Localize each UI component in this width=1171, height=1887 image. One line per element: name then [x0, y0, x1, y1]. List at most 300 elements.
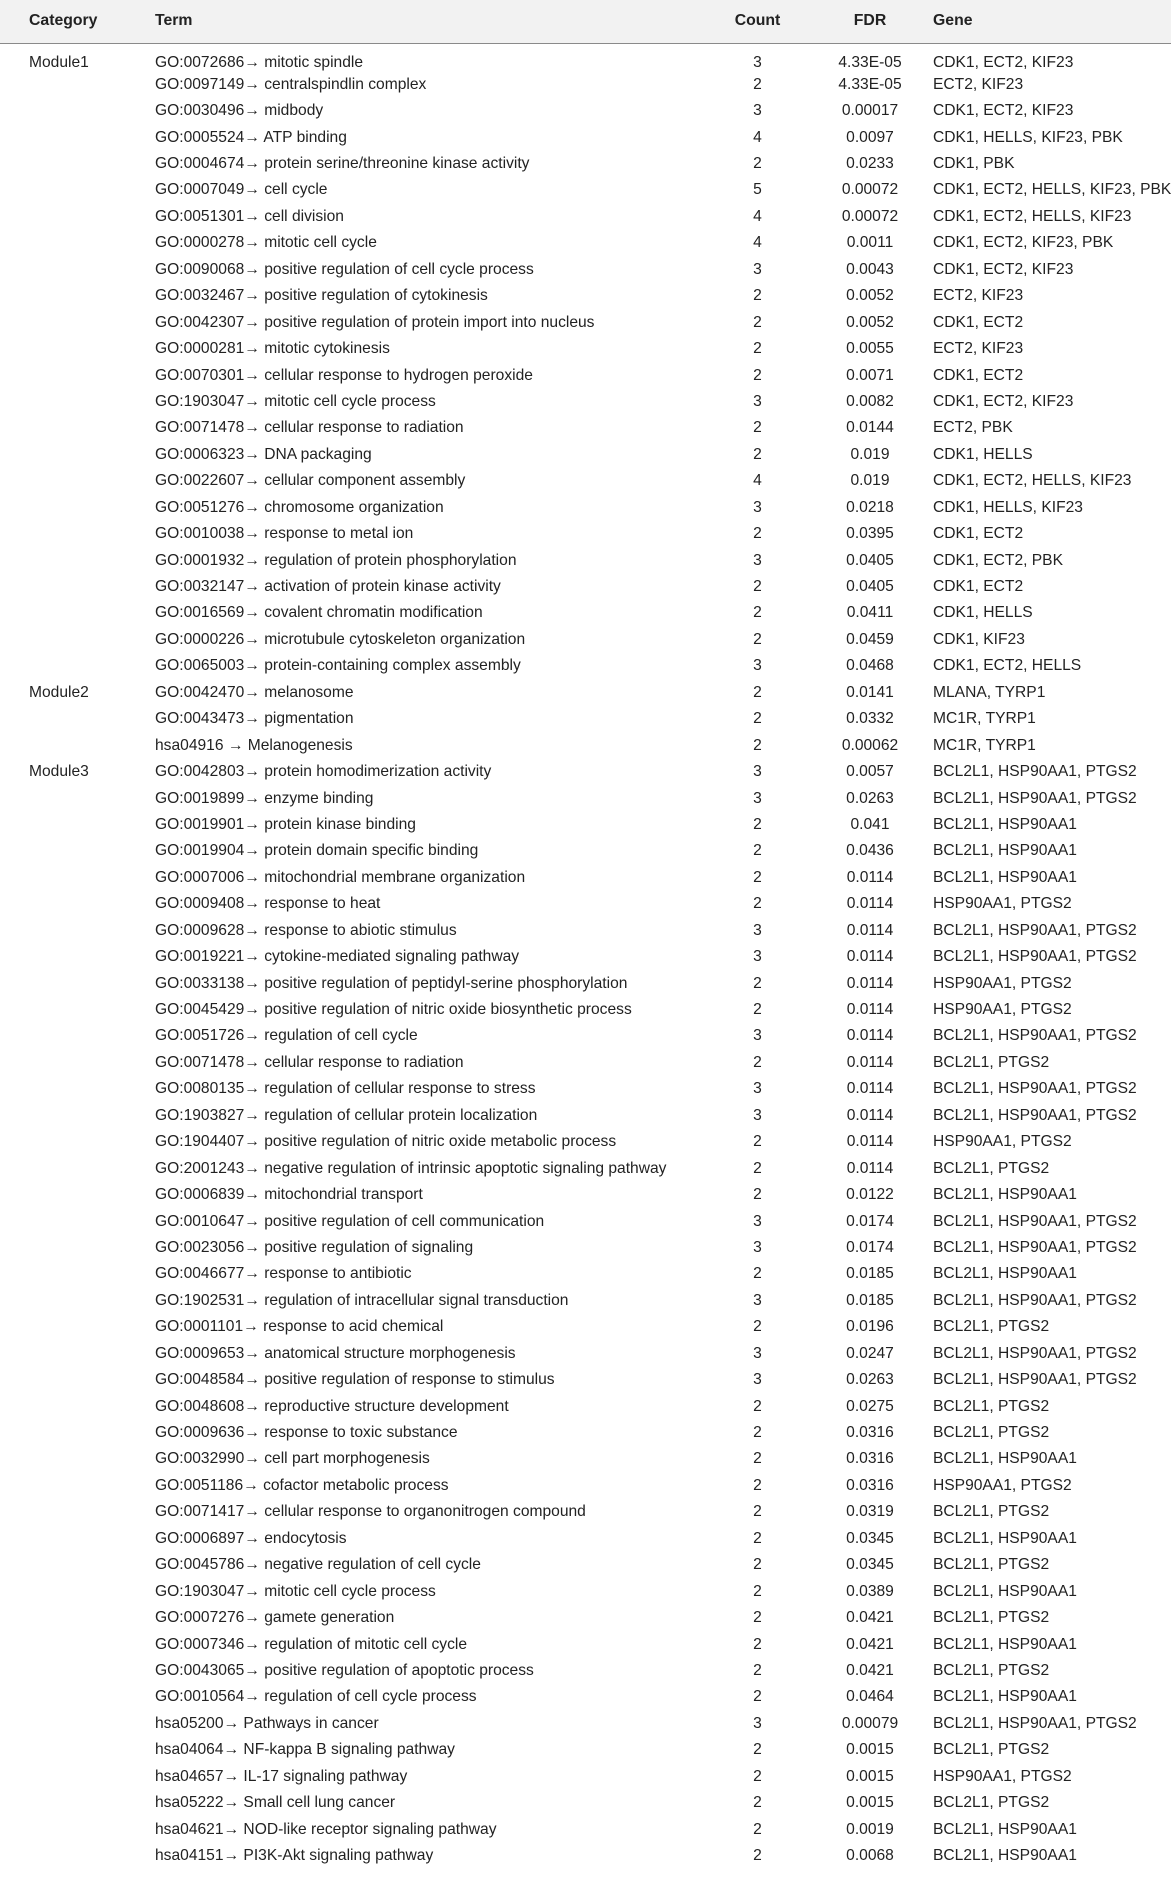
cell-category	[0, 230, 153, 256]
cell-gene: BCL2L1, HSP90AA1	[933, 1688, 1077, 1706]
table-row	[0, 336, 1171, 362]
header-category: Category	[0, 0, 153, 43]
table-row	[0, 970, 1171, 996]
cell-count: 2	[753, 1582, 762, 1600]
table-row	[0, 1288, 1171, 1314]
cell-gene: BCL2L1, HSP90AA1	[933, 842, 1077, 860]
table-row	[0, 1764, 1171, 1790]
cell-gene: BCL2L1, HSP90AA1	[933, 868, 1077, 886]
cell-count: 2	[753, 1133, 762, 1151]
cell-term: GO:0006839→ mitochondrial transport	[155, 1186, 423, 1204]
cell-count: 3	[753, 1080, 762, 1098]
cell-term: GO:0000278→ mitotic cell cycle	[155, 234, 377, 252]
cell-count: 2	[753, 895, 762, 913]
cell-count: 2	[753, 868, 762, 886]
cell-gene: BCL2L1, HSP90AA1, PTGS2	[933, 1106, 1137, 1124]
cell-fdr: 0.0174	[846, 1238, 894, 1256]
cell-category	[0, 1526, 153, 1552]
cell-fdr: 0.0275	[846, 1397, 894, 1415]
cell-count: 3	[753, 551, 762, 569]
cell-count: 2	[753, 578, 762, 596]
cell-term: GO:0071478→ cellular response to radiation	[155, 419, 464, 437]
cell-gene: ECT2, KIF23	[933, 75, 1024, 93]
cell-category	[0, 283, 153, 309]
table-row	[0, 495, 1171, 521]
cell-category	[0, 1764, 153, 1790]
cell-term: GO:0032147→ activation of protein kinase activity	[155, 578, 501, 596]
cell-gene: BCL2L1, HSP90AA1	[933, 1820, 1077, 1838]
cell-fdr: 0.0316	[846, 1450, 894, 1468]
cell-count: 2	[753, 1186, 762, 1204]
table-row	[0, 1235, 1171, 1261]
cell-category	[0, 1129, 153, 1155]
cell-term: GO:0032467→ positive regulation of cytokinesis	[155, 287, 488, 305]
cell-gene: CDK1, HELLS	[933, 445, 1033, 463]
cell-term: GO:0043065→ positive regulation of apoptotic process	[155, 1661, 534, 1679]
cell-fdr: 0.0389	[846, 1582, 894, 1600]
cell-gene: CDK1, ECT2	[933, 525, 1024, 543]
cell-term: GO:0004674→ protein serine/threonine kinase activity	[155, 155, 530, 173]
cell-term: GO:1903047→ mitotic cell cycle process	[155, 1582, 436, 1600]
cell-category	[0, 204, 153, 230]
table-row	[0, 1578, 1171, 1604]
cell-gene: BCL2L1, PTGS2	[933, 1503, 1050, 1521]
cell-fdr: 0.0068	[846, 1847, 894, 1865]
table-row	[0, 415, 1171, 441]
cell-gene: HSP90AA1, PTGS2	[933, 1001, 1072, 1019]
table-row	[0, 812, 1171, 838]
cell-fdr: 0.0114	[846, 1106, 894, 1124]
cell-count: 2	[753, 1820, 762, 1838]
cell-fdr: 0.0464	[846, 1688, 894, 1706]
cell-gene: BCL2L1, HSP90AA1, PTGS2	[933, 1291, 1137, 1309]
cell-fdr: 4.33E-05	[838, 75, 902, 93]
table-row	[0, 1393, 1171, 1419]
table-row	[0, 1155, 1171, 1181]
cell-term: GO:0042470→ melanosome	[155, 683, 354, 701]
cell-count: 3	[753, 1371, 762, 1389]
cell-fdr: 0.0468	[846, 657, 894, 675]
cell-category	[0, 177, 153, 203]
cell-term: GO:0065003→ protein-containing complex assembly	[155, 657, 521, 675]
table-row	[0, 230, 1171, 256]
cell-fdr: 0.00072	[841, 207, 899, 225]
cell-gene: BCL2L1, HSP90AA1	[933, 1529, 1077, 1547]
cell-gene: BCL2L1, HSP90AA1, PTGS2	[933, 1080, 1137, 1098]
cell-category	[0, 257, 153, 283]
cell-count: 3	[753, 657, 762, 675]
cell-fdr: 0.0114	[846, 921, 894, 939]
table-row	[0, 997, 1171, 1023]
cell-category	[0, 891, 153, 917]
cell-fdr: 0.0052	[846, 313, 894, 331]
cell-gene: MLANA, TYRP1	[933, 683, 1046, 701]
cell-term: GO:0001101→ response to acid chemical	[155, 1318, 444, 1336]
cell-count: 2	[753, 1688, 762, 1706]
cell-count: 2	[753, 1529, 762, 1547]
table-row	[0, 72, 1171, 98]
cell-gene: BCL2L1, HSP90AA1	[933, 1582, 1077, 1600]
cell-count: 3	[753, 53, 762, 71]
table-row	[0, 521, 1171, 547]
cell-count: 3	[753, 789, 762, 807]
table-row	[0, 1605, 1171, 1631]
cell-category	[0, 1182, 153, 1208]
cell-gene: CDK1, HELLS, KIF23	[933, 498, 1083, 516]
cell-fdr: 0.0319	[846, 1503, 894, 1521]
table-row	[0, 1341, 1171, 1367]
table-body	[0, 43, 1171, 1869]
table-row	[0, 1684, 1171, 1710]
table-row	[0, 257, 1171, 283]
cell-term: GO:0070301→ cellular response to hydrogen peroxide	[155, 366, 533, 384]
cell-count: 3	[753, 1238, 762, 1256]
table-row	[0, 442, 1171, 468]
cell-count: 2	[753, 736, 762, 754]
cell-term: GO:0019901→ protein kinase binding	[155, 815, 416, 833]
cell-term: GO:1903827→ regulation of cellular protein localization	[155, 1106, 538, 1124]
cell-term: GO:0045786→ negative regulation of cell cycle	[155, 1556, 481, 1574]
cell-gene: BCL2L1, PTGS2	[933, 1397, 1050, 1415]
cell-fdr: 0.0114	[846, 868, 894, 886]
table-row	[0, 362, 1171, 388]
table-row	[0, 1790, 1171, 1816]
cell-fdr: 0.0196	[846, 1318, 894, 1336]
cell-term: GO:0051726→ regulation of cell cycle	[155, 1027, 418, 1045]
cell-fdr: 0.0263	[846, 1371, 894, 1389]
cell-category	[0, 98, 153, 124]
cell-count: 3	[753, 102, 762, 120]
cell-category	[0, 1711, 153, 1737]
cell-term: GO:0032990→ cell part morphogenesis	[155, 1450, 430, 1468]
table-row	[0, 706, 1171, 732]
cell-gene: BCL2L1, HSP90AA1, PTGS2	[933, 1212, 1137, 1230]
cell-gene: BCL2L1, PTGS2	[933, 1318, 1050, 1336]
cell-term: GO:0051186→ cofactor metabolic process	[155, 1476, 449, 1494]
table-row	[0, 124, 1171, 150]
cell-count: 2	[753, 313, 762, 331]
cell-category	[0, 732, 153, 758]
cell-gene: CDK1, ECT2, PBK	[933, 551, 1063, 569]
table-row	[0, 600, 1171, 626]
cell-category: Module1	[29, 53, 89, 71]
cell-count: 3	[753, 1027, 762, 1045]
cell-gene: BCL2L1, HSP90AA1	[933, 1265, 1077, 1283]
cell-fdr: 0.00072	[841, 181, 899, 199]
cell-category	[0, 970, 153, 996]
cell-term: GO:0043473→ pigmentation	[155, 710, 354, 728]
table-row	[0, 653, 1171, 679]
cell-fdr: 0.0114	[846, 948, 894, 966]
cell-count: 2	[753, 842, 762, 860]
cell-gene: MC1R, TYRP1	[933, 710, 1036, 728]
cell-count: 2	[753, 1635, 762, 1653]
header-count: Count	[708, 0, 807, 43]
cell-fdr: 0.041	[850, 815, 890, 833]
cell-count: 2	[753, 1001, 762, 1019]
cell-term: GO:0022607→ cellular component assembly	[155, 472, 466, 490]
cell-count: 3	[753, 1291, 762, 1309]
cell-fdr: 0.0459	[846, 630, 894, 648]
cell-gene: BCL2L1, PTGS2	[933, 1609, 1050, 1627]
cell-count: 2	[753, 974, 762, 992]
cell-category: Module3	[29, 763, 89, 781]
cell-term: GO:1903047→ mitotic cell cycle process	[155, 392, 436, 410]
cell-term: hsa04916 → Melanogenesis	[155, 736, 353, 754]
cell-term: GO:0033138→ positive regulation of peptidyl-serine phosphorylation	[155, 974, 628, 992]
cell-count: 2	[753, 287, 762, 305]
cell-count: 2	[753, 1053, 762, 1071]
cell-gene: BCL2L1, HSP90AA1, PTGS2	[933, 1714, 1137, 1732]
table-row	[0, 1473, 1171, 1499]
cell-category	[0, 1552, 153, 1578]
cell-gene: CDK1, ECT2, HELLS, KIF23	[933, 207, 1132, 225]
table-row	[0, 204, 1171, 230]
cell-term: hsa05200→ Pathways in cancer	[155, 1714, 379, 1732]
table-row	[0, 1103, 1171, 1129]
cell-fdr: 0.0218	[846, 498, 894, 516]
cell-category	[0, 124, 153, 150]
table-row	[0, 1023, 1171, 1049]
cell-gene: BCL2L1, PTGS2	[933, 1424, 1050, 1442]
cell-count: 2	[753, 1318, 762, 1336]
cell-count: 2	[753, 1794, 762, 1812]
cell-category	[0, 1023, 153, 1049]
cell-fdr: 0.0405	[846, 578, 894, 596]
cell-count: 2	[753, 75, 762, 93]
cell-count: 3	[753, 921, 762, 939]
cell-count: 3	[753, 1106, 762, 1124]
cell-count: 4	[753, 472, 762, 490]
cell-fdr: 0.0055	[846, 340, 894, 358]
cell-fdr: 0.019	[850, 472, 890, 490]
cell-count: 2	[753, 366, 762, 384]
cell-term: hsa05222→ Small cell lung cancer	[155, 1794, 396, 1812]
cell-fdr: 0.0421	[846, 1661, 894, 1679]
table-row	[0, 283, 1171, 309]
cell-category	[0, 1737, 153, 1763]
cell-fdr: 0.0114	[846, 1027, 894, 1045]
cell-term: GO:0005524→ ATP binding	[155, 128, 347, 146]
cell-gene: BCL2L1, PTGS2	[933, 1794, 1050, 1812]
cell-term: hsa04657→ IL-17 signaling pathway	[155, 1767, 408, 1785]
table-row	[0, 1526, 1171, 1552]
cell-category	[0, 1367, 153, 1393]
cell-count: 2	[753, 1397, 762, 1415]
cell-category	[0, 812, 153, 838]
cell-count: 2	[753, 1159, 762, 1177]
table-row	[0, 1367, 1171, 1393]
cell-fdr: 0.0114	[846, 1133, 894, 1151]
table-row	[0, 1843, 1171, 1869]
table-row	[0, 1050, 1171, 1076]
table-row	[0, 865, 1171, 891]
cell-category	[0, 1473, 153, 1499]
cell-category	[0, 1341, 153, 1367]
cell-fdr: 0.0011	[846, 234, 894, 252]
table-row	[0, 98, 1171, 124]
cell-count: 2	[753, 1503, 762, 1521]
cell-category	[0, 574, 153, 600]
cell-fdr: 0.0174	[846, 1212, 894, 1230]
cell-term: GO:0000226→ microtubule cytoskeleton organization	[155, 630, 526, 648]
cell-term: GO:0051276→ chromosome organization	[155, 498, 444, 516]
cell-category	[0, 389, 153, 415]
cell-fdr: 0.00079	[841, 1714, 899, 1732]
cell-count: 2	[753, 445, 762, 463]
cell-gene: HSP90AA1, PTGS2	[933, 1476, 1072, 1494]
header-gene: Gene	[933, 0, 1171, 43]
cell-category	[0, 865, 153, 891]
cell-category	[0, 1076, 153, 1102]
cell-term: GO:0048584→ positive regulation of response to stimulus	[155, 1371, 555, 1389]
cell-category	[0, 838, 153, 864]
cell-category	[0, 151, 153, 177]
cell-count: 2	[753, 155, 762, 173]
cell-term: GO:0016569→ covalent chromatin modification	[155, 604, 483, 622]
cell-gene: CDK1, ECT2, KIF23	[933, 260, 1074, 278]
cell-fdr: 0.0015	[846, 1741, 894, 1759]
cell-fdr: 0.0082	[846, 392, 894, 410]
cell-gene: MC1R, TYRP1	[933, 736, 1036, 754]
cell-term: GO:0019899→ enzyme binding	[155, 789, 374, 807]
table-row	[0, 1182, 1171, 1208]
table-row	[0, 389, 1171, 415]
cell-gene: BCL2L1, HSP90AA1	[933, 1635, 1077, 1653]
cell-count: 2	[753, 1556, 762, 1574]
cell-gene: BCL2L1, HSP90AA1, PTGS2	[933, 763, 1137, 781]
cell-gene: BCL2L1, HSP90AA1, PTGS2	[933, 789, 1137, 807]
cell-category	[0, 944, 153, 970]
cell-gene: BCL2L1, HSP90AA1	[933, 1847, 1077, 1865]
cell-fdr: 0.00017	[841, 102, 899, 120]
cell-term: hsa04064→ NF-kappa B signaling pathway	[155, 1741, 455, 1759]
cell-fdr: 0.0057	[846, 763, 894, 781]
table-row	[0, 627, 1171, 653]
cell-term: GO:0071478→ cellular response to radiation	[155, 1053, 464, 1071]
cell-count: 4	[753, 128, 762, 146]
cell-category	[0, 1631, 153, 1657]
cell-count: 3	[753, 948, 762, 966]
cell-category	[0, 785, 153, 811]
table-row	[0, 1711, 1171, 1737]
cell-term: GO:0007006→ mitochondrial membrane organization	[155, 868, 526, 886]
cell-category	[0, 1605, 153, 1631]
cell-fdr: 0.0263	[846, 789, 894, 807]
cell-gene: BCL2L1, HSP90AA1, PTGS2	[933, 1344, 1137, 1362]
cell-term: GO:0006323→ DNA packaging	[155, 445, 372, 463]
cell-fdr: 0.0015	[846, 1794, 894, 1812]
cell-fdr: 0.0052	[846, 287, 894, 305]
cell-category	[0, 1816, 153, 1842]
cell-gene: CDK1, ECT2, KIF23	[933, 53, 1074, 71]
table-header-row	[0, 0, 1171, 43]
cell-count: 3	[753, 1212, 762, 1230]
table-row	[0, 1552, 1171, 1578]
cell-gene: CDK1, HELLS	[933, 604, 1033, 622]
cell-category	[0, 1155, 153, 1181]
cell-count: 5	[753, 181, 762, 199]
cell-term: GO:0072686→ mitotic spindle	[155, 53, 364, 71]
cell-category	[0, 362, 153, 388]
cell-count: 3	[753, 498, 762, 516]
cell-category	[0, 1393, 153, 1419]
cell-fdr: 0.0247	[846, 1344, 894, 1362]
cell-fdr: 0.0345	[846, 1556, 894, 1574]
cell-term: GO:1904407→ positive regulation of nitric oxide metabolic process	[155, 1133, 617, 1151]
cell-count: 2	[753, 683, 762, 701]
cell-gene: BCL2L1, PTGS2	[933, 1556, 1050, 1574]
table-row	[0, 574, 1171, 600]
table-row	[0, 309, 1171, 335]
cell-category	[0, 1208, 153, 1234]
cell-gene: BCL2L1, HSP90AA1, PTGS2	[933, 921, 1137, 939]
cell-category	[0, 309, 153, 335]
cell-gene: CDK1, ECT2, HELLS	[933, 657, 1082, 675]
cell-category	[0, 1103, 153, 1129]
cell-term: GO:0009636→ response to toxic substance	[155, 1424, 458, 1442]
cell-fdr: 0.0019	[846, 1820, 894, 1838]
cell-fdr: 0.0114	[846, 974, 894, 992]
cell-term: GO:0019221→ cytokine-mediated signaling pathway	[155, 948, 520, 966]
cell-term: GO:0080135→ regulation of cellular response to stress	[155, 1080, 536, 1098]
cell-count: 2	[753, 710, 762, 728]
cell-category	[0, 495, 153, 521]
cell-term: GO:0007346→ regulation of mitotic cell cycle	[155, 1635, 468, 1653]
cell-gene: HSP90AA1, PTGS2	[933, 1133, 1072, 1151]
cell-term: GO:0042803→ protein homodimerization activity	[155, 763, 492, 781]
cell-gene: CDK1, KIF23	[933, 630, 1025, 648]
cell-gene: BCL2L1, PTGS2	[933, 1661, 1050, 1679]
cell-category	[0, 1499, 153, 1525]
cell-fdr: 0.0405	[846, 551, 894, 569]
cell-fdr: 0.0071	[846, 366, 894, 384]
cell-gene: BCL2L1, PTGS2	[933, 1741, 1050, 1759]
cell-category	[0, 653, 153, 679]
cell-fdr: 0.00062	[841, 736, 899, 754]
cell-term: GO:0010038→ response to metal ion	[155, 525, 414, 543]
cell-term: GO:0097149→ centralspindlin complex	[155, 75, 427, 93]
cell-gene: CDK1, ECT2	[933, 578, 1024, 596]
cell-term: GO:0051301→ cell division	[155, 207, 344, 225]
cell-category	[0, 468, 153, 494]
cell-gene: CDK1, ECT2, HELLS, KIF23	[933, 472, 1132, 490]
cell-category	[0, 521, 153, 547]
table-row	[0, 680, 1171, 706]
table-row	[0, 43, 1171, 72]
cell-fdr: 0.0436	[846, 842, 894, 860]
cell-term: GO:0007276→ gamete generation	[155, 1609, 395, 1627]
cell-gene: BCL2L1, HSP90AA1, PTGS2	[933, 1238, 1137, 1256]
table-row	[0, 891, 1171, 917]
table-row	[0, 1314, 1171, 1340]
table-row	[0, 1420, 1171, 1446]
cell-term: GO:0009653→ anatomical structure morphogenesis	[155, 1344, 516, 1362]
table-row	[0, 1658, 1171, 1684]
cell-count: 2	[753, 630, 762, 648]
header-fdr: FDR	[807, 0, 933, 43]
cell-term: GO:0030496→ midbody	[155, 102, 324, 120]
cell-category	[0, 1235, 153, 1261]
cell-category	[0, 627, 153, 653]
cell-category	[0, 336, 153, 362]
cell-gene: BCL2L1, HSP90AA1	[933, 1186, 1077, 1204]
cell-gene: BCL2L1, HSP90AA1, PTGS2	[933, 948, 1137, 966]
cell-category	[0, 1420, 153, 1446]
table-row	[0, 1446, 1171, 1472]
table-row	[0, 1816, 1171, 1842]
cell-fdr: 0.0114	[846, 1080, 894, 1098]
